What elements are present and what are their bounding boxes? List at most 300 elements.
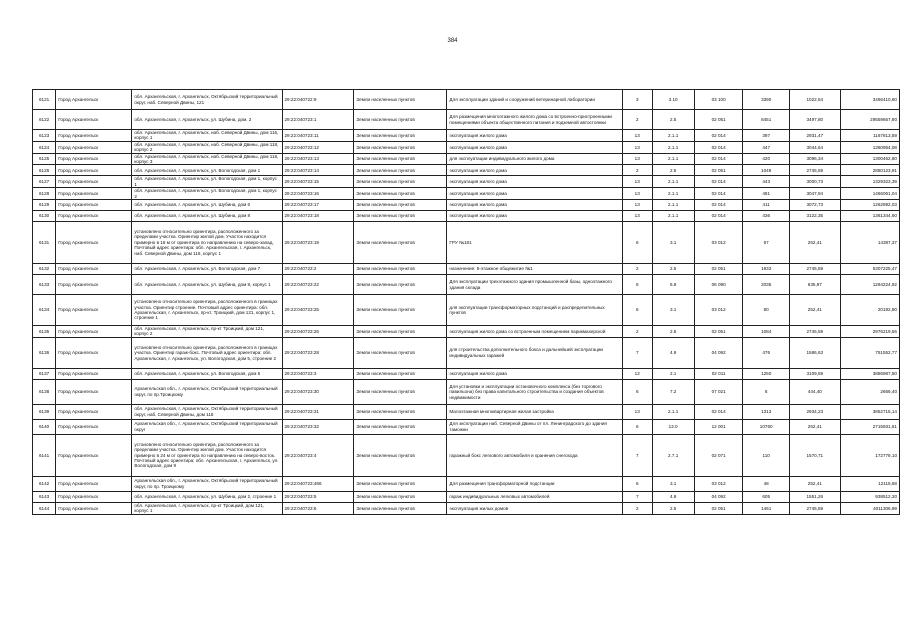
permitted-use-cell: эксплуатация жилого дома xyxy=(447,130,623,142)
address-cell: обл. Архангельская, г. Архангельск, ул. Вологодская, дом 7 xyxy=(132,264,282,275)
use-code-cell: 2.1.1 xyxy=(652,130,694,142)
row-number: 6121 xyxy=(33,90,56,110)
group-cell: 6 xyxy=(622,222,652,264)
specific-value-cell: 3000,73 xyxy=(789,176,840,188)
permitted-use-cell: Для эксплуатации трехэтажного здания промышленной базы, одноэтажного здания склада xyxy=(447,275,623,295)
permitted-use-cell: эксплуатация жилого дома xyxy=(447,188,623,200)
table-row xyxy=(33,404,900,419)
specific-value-cell: 252,41 xyxy=(789,419,840,434)
address-cell: обл. Архангельская, г. Архангельск, ул. Вологодская, дом 1 xyxy=(132,165,282,176)
use-code-cell: 2.7.1 xyxy=(652,434,694,476)
permitted-use-cell: эксплуатация жилого дома со встроенным помещением парикмахерской xyxy=(447,326,623,338)
land-category-cell: Земли населенных пунктов xyxy=(354,502,447,514)
classifier-cell: 02 014 xyxy=(694,130,743,142)
row-number: 6122 xyxy=(33,110,56,130)
address-cell: Архангельская обл., г. Архангельск, Октябрьский территориальный округ xyxy=(132,419,282,434)
city-cell: Город Архангельск xyxy=(56,188,132,200)
cadastral-value-cell: 2666,40 xyxy=(840,379,899,404)
area-cell: 6 xyxy=(743,379,790,404)
specific-value-cell: 1551,26 xyxy=(789,491,840,502)
use-code-cell: 12.0 xyxy=(652,419,694,434)
table-row xyxy=(33,153,900,165)
area-cell: 57 xyxy=(743,222,790,264)
cadastral-value-cell: 172778,10 xyxy=(840,434,899,476)
classifier-cell: 02 011 xyxy=(694,368,743,379)
permitted-use-cell: гаражный бокс легкового автомобиля и хранения снегохода xyxy=(447,434,623,476)
use-code-cell: 2.1 xyxy=(652,368,694,379)
use-code-cell: 2.1.1 xyxy=(652,404,694,419)
group-cell: 6 xyxy=(622,275,652,295)
classifier-cell: 12 001 xyxy=(694,419,743,434)
area-cell: 436 xyxy=(743,211,790,222)
cadastral-number-cell: 29:22:040723:6 xyxy=(282,502,354,514)
land-category-cell: Земли населенных пунктов xyxy=(354,141,447,153)
use-code-cell: 2.5 xyxy=(652,502,694,514)
specific-value-cell: 2745,59 xyxy=(789,264,840,275)
classifier-cell: 02 014 xyxy=(694,188,743,200)
cadastral-number-cell: 29:22:040723:14 xyxy=(282,165,354,176)
address-cell: обл. Архангельская, г. Архангельск, ул. Шубина, дом 6 xyxy=(132,200,282,211)
row-number: 6130 xyxy=(33,211,56,222)
specific-value-cell: 2745,59 xyxy=(789,165,840,176)
address-cell: обл. Архангельская, г. Архангельск, ул. Шубина, дом 8 xyxy=(132,211,282,222)
cadastral-number-cell: 29:22:040723:22 xyxy=(282,275,354,295)
cadastral-number-cell: 29:22:040723:5 xyxy=(282,491,354,502)
cadastral-number-cell: 29:22:040723:32 xyxy=(282,419,354,434)
row-number: 6134 xyxy=(33,295,56,326)
classifier-cell: 03 100 xyxy=(694,90,743,110)
area-cell: 8451 xyxy=(743,110,790,130)
cadastral-value-cell: 1360954,08 xyxy=(840,141,899,153)
city-cell: Город Архангельск xyxy=(56,379,132,404)
area-cell: 1933 xyxy=(743,264,790,275)
area-cell: 447 xyxy=(743,141,790,153)
table-row xyxy=(33,275,900,295)
address-cell: обл. Архангельская, г. Архангельск, ул. Шубина, дом 8, корпус 1 xyxy=(132,275,282,295)
row-number: 6136 xyxy=(33,337,56,368)
land-category-cell: Земли населенных пунктов xyxy=(354,326,447,338)
cadastral-value-cell: 1300462,80 xyxy=(840,153,899,165)
area-cell: 420 xyxy=(743,153,790,165)
row-number: 6128 xyxy=(33,188,56,200)
specific-value-cell: 1022,54 xyxy=(789,90,840,110)
cadastral-number-cell: 29:22:040723:25 xyxy=(282,295,354,326)
classifier-cell: 02 071 xyxy=(694,434,743,476)
cadastral-number-cell: 29:22:040723:17 xyxy=(282,200,354,211)
permitted-use-cell: Для размещения многоэтажного жилого дома со встроенно-пристроенными помещениями объекта общественного питания и подземной автостоянки xyxy=(447,110,623,130)
classifier-cell: 02 051 xyxy=(694,264,743,275)
cadastral-value-table xyxy=(32,89,900,515)
permitted-use-cell: эксплуатация жилого дома xyxy=(447,176,623,188)
address-cell: установлено относительно ориентира, расположенного за пределами участка. Ориентир жилой дом. Участок находится примерно в 18 м от ориентира по направлению на северо-запад. Почтовый адрес ориентира: обл. Архангельская, г. Архангельск, наб. Северной Двины, дом 116, корпус 1 xyxy=(132,222,282,264)
land-category-cell: Земли населенных пунктов xyxy=(354,188,447,200)
group-cell: 13 xyxy=(622,130,652,142)
specific-value-cell: 3122,35 xyxy=(789,211,840,222)
cadastral-number-cell: 29:22:040722:9 xyxy=(282,90,354,110)
classifier-cell: 03 012 xyxy=(694,295,743,326)
land-category-cell: Земли населенных пунктов xyxy=(354,379,447,404)
specific-value-cell: 3109,59 xyxy=(789,368,840,379)
cadastral-number-cell: 29:22:040723:19 xyxy=(282,222,354,264)
land-category-cell: Земли населенных пунктов xyxy=(354,200,447,211)
specific-value-cell: 2931,47 xyxy=(789,130,840,142)
cadastral-value-cell: 14387,37 xyxy=(840,222,899,264)
permitted-use-cell: для эксплуатации индивидуального жилого дома xyxy=(447,153,623,165)
cadastral-number-cell: 29:22:040723:12 xyxy=(282,141,354,153)
city-cell: Город Архангельск xyxy=(56,176,132,188)
land-category-cell: Земли населенных пунктов xyxy=(354,222,447,264)
land-category-cell: Земли населенных пунктов xyxy=(354,419,447,434)
city-cell: Город Архангельск xyxy=(56,211,132,222)
cadastral-number-cell: 29:22:040723:18 xyxy=(282,211,354,222)
row-number: 6127 xyxy=(33,176,56,188)
specific-value-cell: 3096,34 xyxy=(789,153,840,165)
specific-value-cell: 444,40 xyxy=(789,379,840,404)
cadastral-value-cell: 1361344,60 xyxy=(840,211,899,222)
land-category-cell: Земли населенных пунктов xyxy=(354,110,447,130)
land-category-cell: Земли населенных пунктов xyxy=(354,275,447,295)
address-cell: обл. Архангельская, г. Архангельск, ул. Вологодская, дом 5 xyxy=(132,368,282,379)
city-cell: Город Архангельск xyxy=(56,153,132,165)
specific-value-cell: 252,41 xyxy=(789,222,840,264)
group-cell: 13 xyxy=(622,211,652,222)
classifier-cell: 02 014 xyxy=(694,153,743,165)
permitted-use-cell: для строительства дополнительного бокса и дальнейшей эксплуатации индивидуальных гаражей xyxy=(447,337,623,368)
cadastral-number-cell: 29:22:040723:4 xyxy=(282,434,354,476)
address-cell: обл. Архангельская, г. Архангельск, пр-кт Троицкий, дом 121, корпус 1 xyxy=(132,502,282,514)
cadastral-value-cell: 1294224,92 xyxy=(840,275,899,295)
area-cell: 48 xyxy=(743,476,790,491)
table-row xyxy=(33,211,900,222)
permitted-use-cell: эксплуатация жилых домов xyxy=(447,502,623,514)
group-cell: 2 xyxy=(622,264,652,275)
area-cell: 476 xyxy=(743,337,790,368)
area-cell: 2035 xyxy=(743,275,790,295)
cadastral-value-cell: 3852715,14 xyxy=(840,404,899,419)
use-code-cell: 4.9 xyxy=(652,491,694,502)
classifier-cell: 04 092 xyxy=(694,491,743,502)
row-number: 6143 xyxy=(33,491,56,502)
city-cell: Город Архангельск xyxy=(56,368,132,379)
address-cell: обл. Архангельская, г. Архангельск, ул. Вологодская, дом 1, корпус 2 xyxy=(132,188,282,200)
cadastral-value-cell: 2715931,61 xyxy=(840,419,899,434)
cadastral-value-cell: 1329323,39 xyxy=(840,176,899,188)
table-row xyxy=(33,222,900,264)
group-cell: 13 xyxy=(622,141,652,153)
row-number: 6137 xyxy=(33,368,56,379)
area-cell: 80 xyxy=(743,295,790,326)
row-number: 6140 xyxy=(33,419,56,434)
city-cell: Город Архангельск xyxy=(56,419,132,434)
cadastral-number-cell: 29:22:040723:2 xyxy=(282,264,354,275)
cadastral-number-cell: 29:22:040723:3 xyxy=(282,368,354,379)
group-cell: 13 xyxy=(622,153,652,165)
table-row xyxy=(33,337,900,368)
use-code-cell: 3.10 xyxy=(652,90,694,110)
cadastral-value-cell: 20192,80 xyxy=(840,295,899,326)
city-cell: Город Архангельск xyxy=(56,90,132,110)
permitted-use-cell: Малоэтажная многоквартирная жилая застройка xyxy=(447,404,623,419)
row-number: 6124 xyxy=(33,141,56,153)
use-code-cell: 2.5 xyxy=(652,110,694,130)
specific-value-cell: 252,41 xyxy=(789,295,840,326)
city-cell: Город Архангельск xyxy=(56,337,132,368)
city-cell: Город Архангельск xyxy=(56,491,132,502)
classifier-cell: 02 014 xyxy=(694,141,743,153)
table-row xyxy=(33,419,900,434)
cadastral-value-cell: 3466410,60 xyxy=(840,90,899,110)
land-category-cell: Земли населенных пунктов xyxy=(354,368,447,379)
permitted-use-cell: Для эксплуатации зданий и сооружений ветеринарной лаборатории xyxy=(447,90,623,110)
specific-value-cell: 635,97 xyxy=(789,275,840,295)
cadastral-number-cell: 29:22:040723:16 xyxy=(282,188,354,200)
use-code-cell: 2.5 xyxy=(652,264,694,275)
land-category-cell: Земли населенных пунктов xyxy=(354,491,447,502)
cadastral-number-cell: 29:22:040723:1 xyxy=(282,110,354,130)
city-cell: Город Архангельск xyxy=(56,404,132,419)
row-number: 6123 xyxy=(33,130,56,142)
use-code-cell: 2.1.1 xyxy=(652,141,694,153)
address-cell: обл. Архангельская, г. Архангельск, наб. Северной Двины, дом 118, корпус 2 xyxy=(132,141,282,153)
city-cell: Город Архангельск xyxy=(56,110,132,130)
permitted-use-cell: эксплуатация жилого дома xyxy=(447,368,623,379)
row-number: 6142 xyxy=(33,476,56,491)
cadastral-number-cell: 29:22:040723:28 xyxy=(282,337,354,368)
city-cell: Город Архангельск xyxy=(56,502,132,514)
cadastral-value-cell: 2976219,56 xyxy=(840,326,899,338)
specific-value-cell: 252,41 xyxy=(789,476,840,491)
row-number: 6138 xyxy=(33,379,56,404)
group-cell: 2 xyxy=(622,110,652,130)
specific-value-cell: 1586,63 xyxy=(789,337,840,368)
classifier-cell: 02 051 xyxy=(694,165,743,176)
classifier-cell: 02 051 xyxy=(694,110,743,130)
land-category-cell: Земли населенных пунктов xyxy=(354,264,447,275)
land-category-cell: Земли населенных пунктов xyxy=(354,295,447,326)
permitted-use-cell: ГРУ №181 xyxy=(447,222,623,264)
use-code-cell: 6.9 xyxy=(652,275,694,295)
table-row xyxy=(33,110,900,130)
group-cell: 6 xyxy=(622,476,652,491)
area-cell: 605 xyxy=(743,491,790,502)
row-number: 6125 xyxy=(33,153,56,165)
land-category-cell: Земли населенных пунктов xyxy=(354,337,447,368)
cadastral-value-cell: 1167813,59 xyxy=(840,130,899,142)
address-cell: обл. Архангельская, г. Архангельск, наб. Северной Двины, дом 118, корпус 3 xyxy=(132,153,282,165)
group-cell: 13 xyxy=(622,188,652,200)
group-cell: 3 xyxy=(622,90,652,110)
cadastral-number-cell: 29:22:040723:26 xyxy=(282,326,354,338)
row-number: 6133 xyxy=(33,275,56,295)
specific-value-cell: 1570,71 xyxy=(789,434,840,476)
table-body xyxy=(33,90,900,515)
classifier-cell: 02 014 xyxy=(694,200,743,211)
address-cell: обл. Архангельская, г. Архангельск, ул. Вологодская, дом 1, корпус 1 xyxy=(132,176,282,188)
group-cell: 13 xyxy=(622,404,652,419)
land-category-cell: Земли населенных пунктов xyxy=(354,153,447,165)
specific-value-cell: 3072,73 xyxy=(789,200,840,211)
address-cell: обл. Архангельская, г. Архангельск, Октябрьский территориальный округ, наб. Северной Двины, 121 xyxy=(132,90,282,110)
table-row xyxy=(33,502,900,514)
city-cell: Город Архангельск xyxy=(56,476,132,491)
row-number: 6126 xyxy=(33,165,56,176)
use-code-cell: 7.2 xyxy=(652,379,694,404)
city-cell: Город Архангельск xyxy=(56,200,132,211)
land-category-cell: Земли населенных пунктов xyxy=(354,176,447,188)
group-cell: 7 xyxy=(622,434,652,476)
land-category-cell: Земли населенных пунктов xyxy=(354,404,447,419)
table-row xyxy=(33,90,900,110)
area-cell: 411 xyxy=(743,200,790,211)
cadastral-number-cell: 29:22:040723:15 xyxy=(282,176,354,188)
cadastral-value-cell: 1262892,03 xyxy=(840,200,899,211)
area-cell: 1313 xyxy=(743,404,790,419)
area-cell: 10760 xyxy=(743,419,790,434)
land-category-cell: Земли населенных пунктов xyxy=(354,165,447,176)
cadastral-value-cell: 12115,68 xyxy=(840,476,899,491)
city-cell: Город Архангельск xyxy=(56,434,132,476)
cadastral-value-cell: 3886987,50 xyxy=(840,368,899,379)
permitted-use-cell: эксплуатация жилого дома xyxy=(447,211,623,222)
classifier-cell: 04 092 xyxy=(694,337,743,368)
group-cell: 2 xyxy=(622,165,652,176)
cadastral-value-cell: 29559667,80 xyxy=(840,110,899,130)
specific-value-cell: 2745,59 xyxy=(789,326,840,338)
city-cell: Город Архангельск xyxy=(56,141,132,153)
use-code-cell: 2.1.1 xyxy=(652,176,694,188)
city-cell: Город Архангельск xyxy=(56,130,132,142)
address-cell: обл. Архангельская, г. Архангельск, ул. Шубина, дом 2, строение 1 xyxy=(132,491,282,502)
area-cell: 110 xyxy=(743,434,790,476)
address-cell: Архангельская обл., г. Архангельск, Октябрьский территориальный округ, по пр.Троицкому xyxy=(132,379,282,404)
permitted-use-cell: для эксплуатации трансформаторных подстанций и распределительных пунктов xyxy=(447,295,623,326)
permitted-use-cell: Для размещения трансформаторной подстанции xyxy=(447,476,623,491)
cadastral-value-cell: 5307225,47 xyxy=(840,264,899,275)
row-number: 6129 xyxy=(33,200,56,211)
area-cell: 1250 xyxy=(743,368,790,379)
table-row xyxy=(33,165,900,176)
specific-value-cell: 2745,59 xyxy=(789,502,840,514)
area-cell: 1461 xyxy=(743,502,790,514)
classifier-cell: 02 014 xyxy=(694,404,743,419)
group-cell: 7 xyxy=(622,337,652,368)
row-number: 6139 xyxy=(33,404,56,419)
table-row xyxy=(33,188,900,200)
group-cell: 2 xyxy=(622,326,652,338)
classifier-cell: 07 021 xyxy=(694,379,743,404)
group-cell: 13 xyxy=(622,176,652,188)
table-row xyxy=(33,434,900,476)
cadastral-value-cell: 2880123,91 xyxy=(840,165,899,176)
row-number: 6132 xyxy=(33,264,56,275)
permitted-use-cell: эксплуатация жилого дома xyxy=(447,141,623,153)
group-cell: 12 xyxy=(622,368,652,379)
land-category-cell: Земли населенных пунктов xyxy=(354,476,447,491)
table-row xyxy=(33,379,900,404)
cadastral-number-cell: 29:22:040723:30 xyxy=(282,379,354,404)
cadastral-value-cell: 751552,77 xyxy=(840,337,899,368)
use-code-cell: 2.5 xyxy=(652,165,694,176)
area-cell: 397 xyxy=(743,130,790,142)
specific-value-cell: 2934,23 xyxy=(789,404,840,419)
cadastral-number-cell: 29:22:040723:13 xyxy=(282,153,354,165)
address-cell: установлено относительно ориентира, расположенного в границах участка. Ориентир гараж-бокс. Почтовый адрес ориентира: обл. Архангельская, г. Архангельск, ул. Вологодская, дом 5, строение 2 xyxy=(132,337,282,368)
classifier-cell: 03 012 xyxy=(694,222,743,264)
specific-value-cell: 3044,64 xyxy=(789,141,840,153)
specific-value-cell: 3047,94 xyxy=(789,188,840,200)
classifier-cell: 02 051 xyxy=(694,326,743,338)
group-cell: 6 xyxy=(622,419,652,434)
table-row xyxy=(33,295,900,326)
row-number: 6144 xyxy=(33,502,56,514)
row-number: 6135 xyxy=(33,326,56,338)
use-code-cell: 4.9 xyxy=(652,337,694,368)
permitted-use-cell: эксплуатация жилого дома xyxy=(447,165,623,176)
land-category-cell: Земли населенных пунктов xyxy=(354,434,447,476)
table-row xyxy=(33,200,900,211)
area-cell: 1049 xyxy=(743,165,790,176)
classifier-cell: 02 014 xyxy=(694,176,743,188)
table-row xyxy=(33,476,900,491)
area-cell: 481 xyxy=(743,188,790,200)
permitted-use-cell: гараж индивидуальных легковых автомобилей xyxy=(447,491,623,502)
city-cell: Город Архангельск xyxy=(56,275,132,295)
row-number: 6141 xyxy=(33,434,56,476)
permitted-use-cell: эксплуатация жилого дома xyxy=(447,200,623,211)
cadastral-number-cell: 29:22:040723:11 xyxy=(282,130,354,142)
address-cell: установлено относительно ориентира, расположенного в границах участка. Ориентир строение. Почтовый адрес ориентира: обл. Архангельская, г. Архангельск, пр-кт. Троицкий, дом 121, корпус 1, строение 1 xyxy=(132,295,282,326)
row-number: 6131 xyxy=(33,222,56,264)
city-cell: Город Архангельск xyxy=(56,222,132,264)
area-cell: 443 xyxy=(743,176,790,188)
table-row xyxy=(33,176,900,188)
classifier-cell: 02 014 xyxy=(694,211,743,222)
use-code-cell: 2.1.1 xyxy=(652,188,694,200)
land-category-cell: Земли населенных пунктов xyxy=(354,211,447,222)
cadastral-value-cell: 938512,30 xyxy=(840,491,899,502)
address-cell: обл. Архангельская, г. Архангельск, пр-кт Троицкий, дом 121, корпус 2 xyxy=(132,326,282,338)
use-code-cell: 2.1.1 xyxy=(652,200,694,211)
city-cell: Город Архангельск xyxy=(56,295,132,326)
use-code-cell: 2.1.1 xyxy=(652,153,694,165)
land-category-cell: Земли населенных пунктов xyxy=(354,90,447,110)
city-cell: Город Архангельск xyxy=(56,326,132,338)
specific-value-cell: 3497,80 xyxy=(789,110,840,130)
use-code-cell: 3.1 xyxy=(652,295,694,326)
classifier-cell: 03 012 xyxy=(694,476,743,491)
cadastral-number-cell: 29:22:040723:31 xyxy=(282,404,354,419)
permitted-use-cell: Для установки и эксплуатации остановочного комплекса (без торгового павильона) без права капитального строительства и создания объектов недвижимости xyxy=(447,379,623,404)
permitted-use-cell: назначение: 5-этажное общежитие №1 xyxy=(447,264,623,275)
table-row xyxy=(33,491,900,502)
address-cell: обл. Архангельская, г. Архангельск, наб. Северной Двины, дом 116, корпус 1 xyxy=(132,130,282,142)
group-cell: 6 xyxy=(622,379,652,404)
page-number: 384 xyxy=(447,38,458,44)
use-code-cell: 3.1 xyxy=(652,222,694,264)
cadastral-value-cell: 4011306,99 xyxy=(840,502,899,514)
table-row xyxy=(33,264,900,275)
cadastral-number-cell: 29:22:040723:486 xyxy=(282,476,354,491)
address-cell: обл. Архангельская, г. Архангельск, Октябрьский территориальный округ, наб. Северной Двины, дом 118 xyxy=(132,404,282,419)
table-row xyxy=(33,141,900,153)
table-row xyxy=(33,130,900,142)
cadastral-value-cell: 1466061,04 xyxy=(840,188,899,200)
land-category-cell: Земли населенных пунктов xyxy=(354,130,447,142)
address-cell: Архангельская обл., г. Архангельск, Октябрьский территориальный округ, по пр. Троицкому xyxy=(132,476,282,491)
city-cell: Город Архангельск xyxy=(56,264,132,275)
group-cell: 7 xyxy=(622,491,652,502)
use-code-cell: 3.1 xyxy=(652,476,694,491)
